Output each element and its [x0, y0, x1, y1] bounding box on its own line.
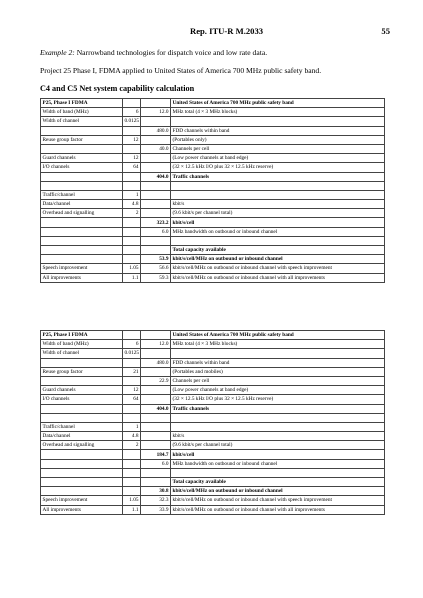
- description-cell: MHz total (4 × 3 MHz blocks): [171, 340, 385, 349]
- row-label-cell: Width of channel: [41, 117, 123, 126]
- factor-cell: [123, 450, 141, 459]
- value-cell: [141, 422, 171, 431]
- row-label-cell: [41, 450, 123, 459]
- section-title: C4 and C5 Net system capability calculation: [40, 84, 195, 93]
- table-row: [41, 236, 385, 245]
- value-cell: 404.0: [141, 404, 171, 413]
- value-cell: 56.6: [141, 264, 171, 273]
- factor-cell: 64: [123, 395, 141, 404]
- table-row: [41, 117, 385, 126]
- row-label-cell: [41, 459, 123, 468]
- row-label-cell: [41, 246, 123, 255]
- description-cell: [171, 117, 385, 126]
- project-line: Project 25 Phase I, FDMA applied to United States of America 700 MHz public safety band.: [40, 66, 322, 75]
- description-cell: kbit/s/cell/MHz on outbound or inbound channel with all improvements: [171, 273, 385, 282]
- row-label-cell: I/O channels: [41, 163, 123, 172]
- table-row: [41, 349, 385, 358]
- table-row: [41, 496, 385, 505]
- table-row: [41, 172, 385, 181]
- row-label-cell: Speech improvement: [41, 264, 123, 273]
- row-label-cell: [41, 236, 123, 245]
- value-cell: [141, 99, 171, 108]
- description-cell: FDD channels within band: [171, 126, 385, 135]
- row-label-cell: Width of band (MHz): [41, 340, 123, 349]
- row-label-cell: [41, 468, 123, 477]
- row-label-cell: [41, 478, 123, 487]
- capability-table-portables: [40, 98, 385, 283]
- description-cell: MHz total (4 × 3 MHz blocks): [171, 108, 385, 117]
- value-cell: [141, 441, 171, 450]
- row-label-cell: Reuse group factor: [41, 135, 123, 144]
- factor-cell: 1: [123, 190, 141, 199]
- row-label-cell: [41, 487, 123, 496]
- value-cell: 40.0: [141, 144, 171, 153]
- table-row: [41, 376, 385, 385]
- factor-cell: 4.8: [123, 200, 141, 209]
- description-cell: Total capacity available: [171, 246, 385, 255]
- value-cell: 6.0: [141, 459, 171, 468]
- description-cell: [171, 413, 385, 422]
- description-cell: kbit/s/cell/MHz on outbound or inbound channel with speech improvement: [171, 496, 385, 505]
- factor-cell: [123, 246, 141, 255]
- description-cell: Traffic channels: [171, 404, 385, 413]
- factor-cell: 1.05: [123, 496, 141, 505]
- factor-cell: [123, 478, 141, 487]
- description-cell: [171, 422, 385, 431]
- value-cell: 480.0: [141, 358, 171, 367]
- table-row: [41, 367, 385, 376]
- value-cell: [141, 154, 171, 163]
- factor-cell: 64: [123, 163, 141, 172]
- description-cell: Total capacity available: [171, 478, 385, 487]
- description-cell: (9.6 kbit/s per channel total): [171, 441, 385, 450]
- description-cell: [171, 190, 385, 199]
- table-row: [41, 200, 385, 209]
- description-cell: MHz bandwidth on outbound or inbound channel: [171, 459, 385, 468]
- factor-cell: [123, 413, 141, 422]
- table-row: [41, 459, 385, 468]
- factor-cell: [123, 218, 141, 227]
- example-text: Narrowband technologies for dispatch voice and low rate data.: [74, 48, 268, 57]
- value-cell: [141, 395, 171, 404]
- value-cell: 30.8: [141, 487, 171, 496]
- value-cell: [141, 432, 171, 441]
- description-cell: kbit/s: [171, 432, 385, 441]
- factor-cell: 0.0125: [124, 118, 140, 125]
- description-cell: (Low power channels at band edge): [171, 386, 385, 395]
- description-cell: FDD channels within band: [171, 358, 385, 367]
- factor-cell: 4.8: [123, 432, 141, 441]
- row-label-cell: Reuse group factor: [41, 367, 123, 376]
- value-cell: [141, 181, 171, 190]
- factor-cell: [123, 255, 141, 264]
- example-label: Example 2:: [40, 48, 75, 57]
- row-label-cell: Overhead and signalling: [41, 209, 123, 218]
- value-cell: [141, 349, 171, 358]
- factor-cell: [123, 376, 141, 385]
- row-label-cell: [41, 172, 123, 181]
- factor-cell: [123, 468, 141, 477]
- value-cell: 184.7: [141, 450, 171, 459]
- row-label-cell: Data/channel: [41, 200, 123, 209]
- table-row: [41, 487, 385, 496]
- description-cell: kbit/s/cell: [171, 450, 385, 459]
- value-cell: 323.2: [141, 218, 171, 227]
- row-label-cell: Data/channel: [41, 432, 123, 441]
- row-label-cell: Speech improvement: [41, 496, 123, 505]
- value-cell: [141, 190, 171, 199]
- description-cell: [171, 468, 385, 477]
- table-row: [41, 144, 385, 153]
- row-label-cell: All improvements: [41, 505, 123, 514]
- row-label-cell: All improvements: [41, 273, 123, 282]
- table-row: [41, 135, 385, 144]
- table-row: [41, 273, 385, 282]
- table-body: [41, 99, 385, 283]
- row-label-cell: P25, Phase I FDMA: [41, 99, 123, 108]
- table-row: [41, 395, 385, 404]
- value-cell: [141, 468, 171, 477]
- factor-cell: [123, 126, 141, 135]
- row-label-cell: [41, 255, 123, 264]
- factor-cell: 1.1: [123, 505, 141, 514]
- table-row: [41, 413, 385, 422]
- table-row: [41, 422, 385, 431]
- value-cell: [141, 236, 171, 245]
- row-label-cell: Width of band (MHz): [41, 108, 123, 117]
- description-cell: Traffic channels: [171, 172, 385, 181]
- table-row: [41, 450, 385, 459]
- table-row: [41, 209, 385, 218]
- value-cell: [141, 209, 171, 218]
- factor-cell: [123, 358, 141, 367]
- description-cell: (32 × 12.5 kHz I/O plus 32 × 12.5 kHz reserve): [171, 163, 385, 172]
- factor-cell: 1.1: [123, 273, 141, 282]
- value-cell: [141, 331, 171, 340]
- factor-cell: [123, 487, 141, 496]
- table-row: [41, 108, 385, 117]
- value-cell: [141, 367, 171, 376]
- value-cell: [141, 413, 171, 422]
- factor-cell: [123, 331, 141, 340]
- value-cell: [141, 386, 171, 395]
- description-cell: kbit/s/cell/MHz on outbound or inbound channel: [171, 487, 385, 496]
- description-cell: United States of America 700 MHz public safety band: [171, 331, 385, 340]
- factor-cell: 1.05: [123, 264, 141, 273]
- table-row: [41, 218, 385, 227]
- table-row: [41, 432, 385, 441]
- value-cell: 12.0: [141, 108, 171, 117]
- row-label-cell: [41, 181, 123, 190]
- factor-cell: 12: [123, 386, 141, 395]
- factor-cell: [123, 181, 141, 190]
- table-header-row: [41, 331, 385, 340]
- row-label-cell: Width of channel: [41, 349, 123, 358]
- value-cell: 6.0: [141, 227, 171, 236]
- factor-cell: [123, 459, 141, 468]
- table-row: [41, 468, 385, 477]
- row-label-cell: [41, 126, 123, 135]
- value-cell: 22.9: [141, 376, 171, 385]
- factor-cell: [123, 172, 141, 181]
- row-label-cell: P25, Phase I FDMA: [41, 331, 123, 340]
- row-label-cell: Traffic/channel: [41, 422, 123, 431]
- factor-cell: 2: [123, 209, 141, 218]
- row-label-cell: [41, 144, 123, 153]
- description-cell: [171, 349, 385, 358]
- description-cell: [171, 181, 385, 190]
- row-label-cell: I/O channels: [41, 395, 123, 404]
- table-row: [41, 227, 385, 236]
- row-label-cell: Traffic/channel: [41, 190, 123, 199]
- value-cell: 480.0: [141, 126, 171, 135]
- factor-cell: 6: [123, 340, 141, 349]
- value-cell: 59.3: [141, 273, 171, 282]
- factor-cell: 12: [123, 135, 141, 144]
- table-row: [41, 154, 385, 163]
- factor-cell: 12: [123, 154, 141, 163]
- factor-cell: 6: [123, 108, 141, 117]
- page-header: [190, 26, 390, 36]
- table-row: [41, 163, 385, 172]
- description-cell: kbit/s/cell/MHz on outbound or inbound channel with all improvements: [171, 505, 385, 514]
- table-row: [41, 478, 385, 487]
- report-reference: Rep. ITU-R M.2033: [190, 26, 264, 36]
- description-cell: (Low power channels at band edge): [171, 154, 385, 163]
- description-cell: Channels per cell: [171, 376, 385, 385]
- description-cell: kbit/s/cell: [171, 218, 385, 227]
- value-cell: [141, 163, 171, 172]
- value-cell: [141, 135, 171, 144]
- factor-cell: 2: [123, 441, 141, 450]
- example-line: [40, 48, 267, 57]
- table-row: [41, 190, 385, 199]
- table-body: [41, 331, 385, 515]
- table-header-row: [41, 99, 385, 108]
- factor-cell: [123, 404, 141, 413]
- description-cell: kbit/s/cell/MHz on outbound or inbound channel with speech improvement: [171, 264, 385, 273]
- description-cell: kbit/s: [171, 200, 385, 209]
- description-cell: [171, 236, 385, 245]
- value-cell: [141, 478, 171, 487]
- description-cell: United States of America 700 MHz public safety band: [171, 99, 385, 108]
- factor-cell: [123, 99, 141, 108]
- description-cell: MHz bandwidth on outbound or inbound channel: [171, 227, 385, 236]
- table-row: [41, 404, 385, 413]
- value-cell: 32.3: [141, 496, 171, 505]
- row-label-cell: [41, 413, 123, 422]
- value-cell: 12.0: [141, 340, 171, 349]
- row-label-cell: [41, 358, 123, 367]
- factor-cell: 1: [123, 422, 141, 431]
- description-cell: kbit/s/cell/MHz on outbound or inbound channel: [171, 255, 385, 264]
- value-cell: [141, 200, 171, 209]
- row-label-cell: [41, 376, 123, 385]
- value-cell: 404.0: [141, 172, 171, 181]
- factor-cell: [123, 236, 141, 245]
- row-label-cell: [41, 218, 123, 227]
- table-row: [41, 340, 385, 349]
- factor-cell: 0.0125: [124, 350, 140, 357]
- factor-cell: [123, 227, 141, 236]
- value-cell: [141, 117, 171, 126]
- description-cell: (Portables only): [171, 135, 385, 144]
- row-label-cell: Guard channels: [41, 154, 123, 163]
- table-row: [41, 441, 385, 450]
- description-cell: (9.6 kbit/s per channel total): [171, 209, 385, 218]
- factor-cell: 21: [123, 367, 141, 376]
- table-row: [41, 386, 385, 395]
- page-number: 55: [381, 26, 390, 36]
- description-cell: (32 × 12.5 kHz I/O plus 32 × 12.5 kHz reserve): [171, 395, 385, 404]
- table-row: [41, 505, 385, 514]
- table-row: [41, 181, 385, 190]
- row-label-cell: Guard channels: [41, 386, 123, 395]
- factor-cell: [123, 144, 141, 153]
- description-cell: (Portables and mobiles): [171, 367, 385, 376]
- row-label-cell: [41, 227, 123, 236]
- value-cell: [141, 246, 171, 255]
- table-row: [41, 126, 385, 135]
- capability-table-portables-mobiles: [40, 330, 385, 515]
- row-label-cell: [41, 404, 123, 413]
- table-row: [41, 264, 385, 273]
- table-row: [41, 358, 385, 367]
- table-row: [41, 246, 385, 255]
- value-cell: 53.9: [141, 255, 171, 264]
- table-row: [41, 255, 385, 264]
- value-cell: 33.9: [141, 505, 171, 514]
- row-label-cell: Overhead and signalling: [41, 441, 123, 450]
- description-cell: Channels per cell: [171, 144, 385, 153]
